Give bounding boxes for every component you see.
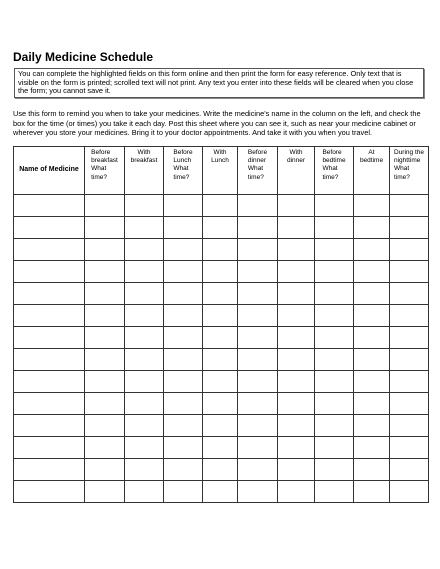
column-header-at-bedtime: At bedtime [354, 147, 390, 195]
time-check-cell[interactable] [85, 437, 125, 459]
medicine-name-cell[interactable] [14, 327, 85, 349]
time-check-cell[interactable] [390, 415, 429, 437]
time-check-cell[interactable] [238, 415, 278, 437]
time-check-cell[interactable] [164, 349, 203, 371]
time-check-cell[interactable] [164, 261, 203, 283]
time-check-cell[interactable] [315, 415, 354, 437]
table-row [14, 261, 429, 283]
column-header-before-breakfast: Before breakfast What time? [85, 147, 125, 195]
medicine-name-cell[interactable] [14, 261, 85, 283]
time-check-cell[interactable] [164, 283, 203, 305]
time-check-cell[interactable] [315, 437, 354, 459]
table-row [14, 437, 429, 459]
time-check-cell[interactable] [390, 305, 429, 327]
medicine-name-cell[interactable] [14, 283, 85, 305]
time-check-cell[interactable] [164, 217, 203, 239]
table-row [14, 305, 429, 327]
time-check-cell[interactable] [390, 393, 429, 415]
time-check-cell[interactable] [164, 327, 203, 349]
time-check-cell[interactable] [85, 283, 125, 305]
time-check-cell[interactable] [390, 349, 429, 371]
table-row [14, 481, 429, 503]
medicine-name-cell[interactable] [14, 393, 85, 415]
time-check-cell[interactable] [238, 305, 278, 327]
medicine-name-cell[interactable] [14, 415, 85, 437]
time-check-cell[interactable] [354, 371, 390, 393]
time-check-cell[interactable] [125, 261, 164, 283]
column-header-during-nighttime: During the nighttime What time? [390, 147, 429, 195]
online-form-notice: You can complete the highlighted fields on this form online and then print the form for easy reference. Only text that is visible on the form is printed; scrolled text will not print. Any text you enter into these fields will be cleared when you close the form; you cannot save it. [14, 68, 424, 98]
table-row [14, 371, 429, 393]
time-check-cell[interactable] [278, 415, 315, 437]
table-row [14, 393, 429, 415]
column-header-with-lunch: With Lunch [203, 147, 238, 195]
time-check-cell[interactable] [164, 239, 203, 261]
time-check-cell[interactable] [354, 415, 390, 437]
time-check-cell[interactable] [203, 415, 238, 437]
column-header-before-bedtime: Before bedtime What time? [315, 147, 354, 195]
time-check-cell[interactable] [164, 481, 203, 503]
time-check-cell[interactable] [85, 481, 125, 503]
time-check-cell[interactable] [354, 195, 390, 217]
time-check-cell[interactable] [203, 371, 238, 393]
time-check-cell[interactable] [125, 283, 164, 305]
time-check-cell[interactable] [125, 349, 164, 371]
time-check-cell[interactable] [354, 393, 390, 415]
time-check-cell[interactable] [390, 283, 429, 305]
time-check-cell[interactable] [315, 217, 354, 239]
time-check-cell[interactable] [354, 217, 390, 239]
time-check-cell[interactable] [278, 283, 315, 305]
time-check-cell[interactable] [278, 437, 315, 459]
medicine-name-cell[interactable] [14, 239, 85, 261]
time-check-cell[interactable] [125, 195, 164, 217]
time-check-cell[interactable] [390, 239, 429, 261]
time-check-cell[interactable] [164, 459, 203, 481]
time-check-cell[interactable] [390, 261, 429, 283]
time-check-cell[interactable] [278, 371, 315, 393]
medicine-name-cell[interactable] [14, 217, 85, 239]
time-check-cell[interactable] [390, 459, 429, 481]
time-check-cell[interactable] [315, 349, 354, 371]
time-check-cell[interactable] [125, 239, 164, 261]
time-check-cell[interactable] [354, 481, 390, 503]
time-check-cell[interactable] [390, 371, 429, 393]
time-check-cell[interactable] [354, 327, 390, 349]
table-row [14, 217, 429, 239]
time-check-cell[interactable] [354, 261, 390, 283]
time-check-cell[interactable] [203, 283, 238, 305]
column-header-before-dinner: Before dinner What time? [238, 147, 278, 195]
table-header-row [14, 147, 429, 195]
time-check-cell[interactable] [315, 459, 354, 481]
time-check-cell[interactable] [85, 305, 125, 327]
time-check-cell[interactable] [203, 305, 238, 327]
time-check-cell[interactable] [390, 327, 429, 349]
column-header-with-breakfast: With breakfast [125, 147, 164, 195]
time-check-cell[interactable] [315, 305, 354, 327]
time-check-cell[interactable] [354, 349, 390, 371]
time-check-cell[interactable] [390, 437, 429, 459]
medicine-name-cell[interactable] [14, 349, 85, 371]
time-check-cell[interactable] [238, 217, 278, 239]
time-check-cell[interactable] [238, 327, 278, 349]
time-check-cell[interactable] [85, 195, 125, 217]
time-check-cell[interactable] [85, 239, 125, 261]
time-check-cell[interactable] [203, 393, 238, 415]
time-check-cell[interactable] [238, 261, 278, 283]
time-check-cell[interactable] [203, 195, 238, 217]
time-check-cell[interactable] [315, 239, 354, 261]
time-check-cell[interactable] [315, 393, 354, 415]
time-check-cell[interactable] [238, 349, 278, 371]
time-check-cell[interactable] [278, 327, 315, 349]
time-check-cell[interactable] [85, 459, 125, 481]
time-check-cell[interactable] [315, 371, 354, 393]
time-check-cell[interactable] [278, 239, 315, 261]
time-check-cell[interactable] [203, 327, 238, 349]
time-check-cell[interactable] [315, 261, 354, 283]
time-check-cell[interactable] [125, 393, 164, 415]
time-check-cell[interactable] [85, 349, 125, 371]
table-row [14, 349, 429, 371]
page-title: Daily Medicine Schedule [13, 50, 154, 64]
time-check-cell[interactable] [354, 305, 390, 327]
medicine-name-cell[interactable] [14, 305, 85, 327]
time-check-cell[interactable] [203, 481, 238, 503]
time-check-cell[interactable] [125, 459, 164, 481]
time-check-cell[interactable] [315, 283, 354, 305]
time-check-cell[interactable] [390, 481, 429, 503]
time-check-cell[interactable] [164, 393, 203, 415]
time-check-cell[interactable] [85, 261, 125, 283]
time-check-cell[interactable] [238, 195, 278, 217]
time-check-cell[interactable] [390, 217, 429, 239]
instructions-paragraph: Use this form to remind you when to take your medicines. Write the medicine's name in the column on the left, and check the box for the time (or times) you take it each day. Post this sheet where you can see it, such as near your medicine cabinet or wherever you store your medicines. Bring it to your doctor appointments. And take it with you when you travel. [13, 109, 421, 137]
column-header-before-lunch: Before Lunch What time? [164, 147, 203, 195]
time-check-cell[interactable] [390, 195, 429, 217]
time-check-cell[interactable] [125, 481, 164, 503]
time-check-cell[interactable] [125, 217, 164, 239]
time-check-cell[interactable] [354, 437, 390, 459]
time-check-cell[interactable] [203, 459, 238, 481]
column-header-name-of-medicine: Name of Medicine [14, 147, 85, 195]
time-check-cell[interactable] [203, 261, 238, 283]
time-check-cell[interactable] [164, 195, 203, 217]
time-check-cell[interactable] [238, 393, 278, 415]
time-check-cell[interactable] [85, 217, 125, 239]
medicine-name-cell[interactable] [14, 371, 85, 393]
time-check-cell[interactable] [354, 459, 390, 481]
time-check-cell[interactable] [238, 437, 278, 459]
time-check-cell[interactable] [203, 437, 238, 459]
medicine-name-cell[interactable] [14, 195, 85, 217]
table-row [14, 327, 429, 349]
time-check-cell[interactable] [278, 217, 315, 239]
time-check-cell[interactable] [164, 305, 203, 327]
time-check-cell[interactable] [164, 371, 203, 393]
medicine-name-cell[interactable] [14, 481, 85, 503]
time-check-cell[interactable] [278, 393, 315, 415]
time-check-cell[interactable] [85, 371, 125, 393]
time-check-cell[interactable] [238, 239, 278, 261]
time-check-cell[interactable] [278, 261, 315, 283]
time-check-cell[interactable] [85, 393, 125, 415]
time-check-cell[interactable] [125, 415, 164, 437]
table-row [14, 415, 429, 437]
time-check-cell[interactable] [85, 415, 125, 437]
time-check-cell[interactable] [85, 327, 125, 349]
column-header-with-dinner: With dinner [278, 147, 315, 195]
time-check-cell[interactable] [125, 371, 164, 393]
table-row [14, 239, 429, 261]
time-check-cell[interactable] [278, 195, 315, 217]
time-check-cell[interactable] [315, 195, 354, 217]
schedule-rows [14, 195, 429, 503]
time-check-cell[interactable] [125, 305, 164, 327]
time-check-cell[interactable] [238, 481, 278, 503]
time-check-cell[interactable] [164, 437, 203, 459]
time-check-cell[interactable] [278, 481, 315, 503]
time-check-cell[interactable] [164, 415, 203, 437]
time-check-cell[interactable] [354, 239, 390, 261]
table-row [14, 283, 429, 305]
time-check-cell[interactable] [315, 327, 354, 349]
medicine-name-cell[interactable] [14, 437, 85, 459]
time-check-cell[interactable] [238, 459, 278, 481]
time-check-cell[interactable] [315, 481, 354, 503]
time-check-cell[interactable] [125, 327, 164, 349]
time-check-cell[interactable] [278, 459, 315, 481]
table-row [14, 459, 429, 481]
time-check-cell[interactable] [238, 371, 278, 393]
time-check-cell[interactable] [278, 305, 315, 327]
medicine-schedule-table [13, 146, 429, 503]
time-check-cell[interactable] [125, 437, 164, 459]
time-check-cell[interactable] [203, 349, 238, 371]
time-check-cell[interactable] [238, 283, 278, 305]
table-row [14, 195, 429, 217]
time-check-cell[interactable] [203, 239, 238, 261]
time-check-cell[interactable] [354, 283, 390, 305]
time-check-cell[interactable] [203, 217, 238, 239]
medicine-name-cell[interactable] [14, 459, 85, 481]
time-check-cell[interactable] [278, 349, 315, 371]
